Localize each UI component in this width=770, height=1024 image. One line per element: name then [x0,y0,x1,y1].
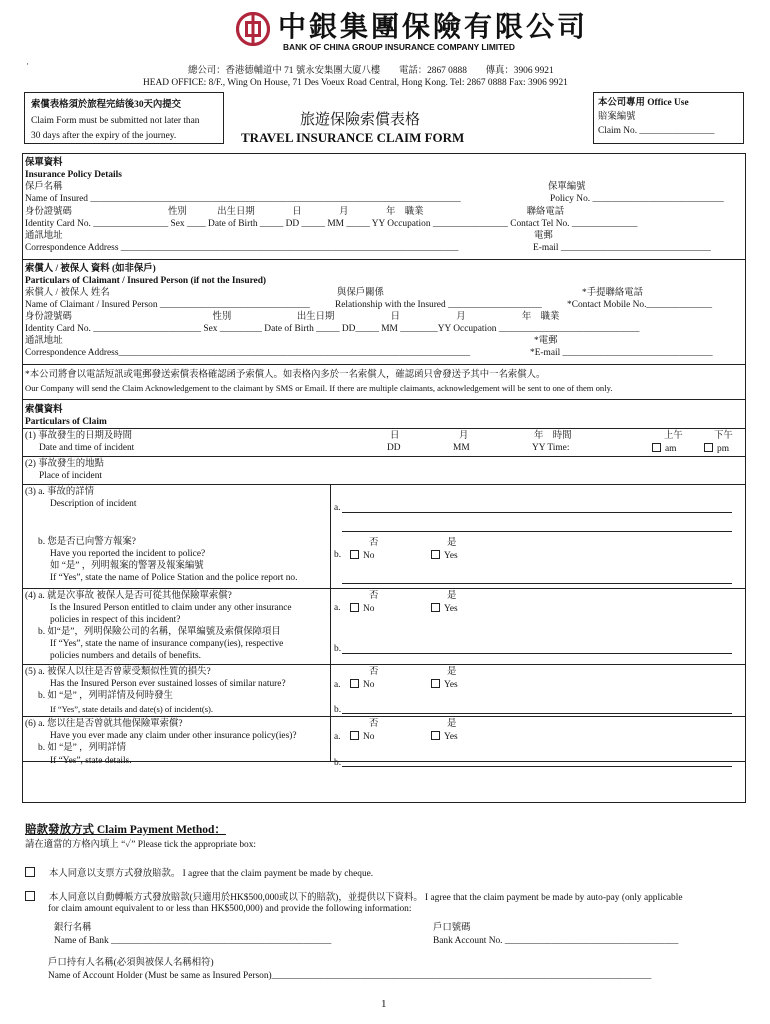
q6a-marker: a. [334,732,341,742]
company-logo [236,12,270,46]
page-number: 1 [381,998,387,1010]
divider [22,364,746,365]
checkbox-icon[interactable] [704,443,713,452]
q4-no-checkbox[interactable] [350,603,374,615]
insured-details-labels-cn: 身份證號碼 性別 出生日期 日 月 年 職業 聯絡電話 [25,207,565,217]
company-name-cn: 中銀集團保險有限公司 [278,10,589,43]
q6a-label-en: Have you ever made any claim under other insurance policy(ies)? [50,731,297,741]
q4b-label-en-2: policies numbers and details of benefits. [50,651,202,661]
pm-checkbox[interactable] [704,443,729,455]
q3a-marker: a. [334,503,341,513]
insured-email-label-cn: 電郵 [534,231,553,241]
insured-details-fields[interactable]: Identity Card No. ________________ Sex ____ Date of Birth _____ DD _____ MM _____ YY Occupation ________________ Contact Tel No. ______________ [25,219,638,229]
q1-am-cn: 上午 [664,431,683,441]
q6-no-cn: 否 [369,719,379,729]
checkbox-icon[interactable] [350,731,359,740]
q1-month-field[interactable]: MM [453,443,470,453]
form-title-en: TRAVEL INSURANCE CLAIM FORM [241,130,465,145]
tick-instruction: 請在適當的方格內填上 “✓” Please tick the appropriate box: [25,840,256,850]
q6a-label-cn: (6) a. 您以往是否曾就其他保險單索償? [25,719,183,729]
claimant-address-label-cn: 通訊地址 [25,336,63,346]
q3-yes-checkbox[interactable] [431,550,458,562]
insured-name-label-cn: 保戶名稱 [25,182,63,192]
q4b-answer-line[interactable] [342,653,732,654]
q4-no-cn: 否 [369,591,379,601]
account-number-label-cn: 戶口號碼 [433,923,471,933]
policy-number-label-cn: 保單編號 [548,182,586,192]
account-number-field[interactable]: Bank Account No. _____________________________________ [433,936,679,946]
q6b-marker: b. [334,758,342,768]
notice-cn: 索償表格須於旅程完結後30天內提交 [31,100,182,110]
checkbox-icon[interactable] [431,603,440,612]
claimant-section-title-en: Particulars of Claimant / Insured Person (if not the Insured) [25,276,267,286]
am-label: am [665,444,677,454]
claimant-address-field[interactable]: Correspondence Address___________________________________________________________________________ [25,348,471,358]
head-office-address-en: HEAD OFFICE: 8/F., Wing On House, 71 Des Voeux Road Central, Hong Kong. Tel: 2867 0888 Fax: 3906 9921 [143,78,568,88]
divider [22,716,746,717]
form-title-cn: 旅遊保險索償表格 [300,110,421,128]
q1-year-time-field[interactable]: YY Time: [532,443,570,453]
q6b-label-en: If “Yes”, state details. [50,756,132,766]
column-divider [330,484,331,761]
account-holder-label-cn: 戶口持有人名稱(必須與被保人名稱相符) [48,958,214,968]
q5a-marker: a. [334,680,341,690]
claimant-email-label-cn: *電郵 [534,336,558,346]
q4b-marker: b. [334,644,342,654]
divider [22,761,746,762]
q3-yes-cn: 是 [447,538,457,548]
policy-number-field[interactable]: Policy No. ____________________________ [550,194,724,204]
cheque-option[interactable] [25,867,373,880]
acknowledgement-note-en: Our Company will send the Claim Acknowledgement to the claimant by SMS or Email. If there are multiple claimants, acknowledgement will be sent to one of them only. [25,383,613,393]
q3b-label-en: Have you reported the incident to police? [50,549,206,559]
insured-address-field[interactable]: Correspondence Address ________________________________________________________________________ [25,243,459,253]
notice-en-2: 30 days after the expiry of the journey. [31,131,177,141]
no-label: No [363,732,375,742]
cheque-option-label: 本人同意以支票方式發放賠款。 I agree that the claim payment be made by cheque. [49,869,374,879]
q2-label-en: Place of incident [39,471,102,481]
q6b-label-cn: b. 如 “是” ，列明詳情 [38,743,127,753]
q5-no-cn: 否 [369,667,379,677]
mobile-label-cn: *手提聯絡電話 [582,288,643,298]
q6-yes-checkbox[interactable] [431,731,458,743]
q2-label-cn: (2) 事故發生的地點 [25,459,104,469]
q1-pm-cn: 下午 [714,431,733,441]
q6-yes-cn: 是 [447,719,457,729]
checkbox-icon[interactable] [25,867,35,877]
autopay-option-label: 本人同意以自動轉帳方式發放賠款(只適用於HK$500,000或以下的賠款)，並提供以下資料。 I agree that the claim payment be made by auto-pay (only applicable [49,893,683,903]
insured-address-label-cn: 通訊地址 [25,231,63,241]
claimant-details-labels-cn: 身份證號碼 性別 出生日期 日 月 年 職業 [25,312,560,322]
q1-year-cn: 年 時間 [534,431,572,441]
q6-no-checkbox[interactable] [350,731,374,743]
acknowledgement-note-cn: *本公司將會以電話短訊或電郵發送索償表格確認函予索償人。如表格內多於一名索償人，確認函只會發送予其中一名索償人。 [25,370,546,380]
q1-label-en: Date and time of incident [39,443,135,453]
q4a-label-en-1: Is the Insured Person entitled to claim under any other insurance [50,603,292,613]
q5b-label-cn: b. 如 “是” ，列明詳情及何時發生 [38,691,173,701]
insured-name-field[interactable]: Name of Insured _______________________________________________________________________________ [25,194,461,204]
q4b-label-en-1: If “Yes”, state the name of insurance company(ies), respective [50,639,284,649]
header-dot: · [26,60,30,70]
q6b-answer-line[interactable] [342,766,732,767]
checkbox-icon[interactable] [431,679,440,688]
relationship-field[interactable]: Relationship with the Insured ____________________ [335,300,542,310]
checkbox-icon[interactable] [431,550,440,559]
q1-month-cn: 月 [459,431,469,441]
am-checkbox[interactable] [652,443,676,455]
q4b-label-cn: b. 如“是”，列明保險公司的名稱，保單編號及索償保障項目 [38,627,281,637]
q3-no-cn: 否 [369,538,379,548]
head-office-address-cn: 總公司：香港德輔道中 71 號永安集團大廈八樓 電話：2867 0888 傳真：3906 9921 [188,66,554,76]
q3b-label-en-2: If “Yes”, state the name of Police Station and the police report no. [50,573,298,583]
claim-number-cn: 賠案編號 [598,112,636,122]
yes-label: Yes [444,551,458,561]
q4a-marker: a. [334,603,341,613]
insured-email-field[interactable]: E-mail ________________________________ [533,243,711,253]
claim-number-field[interactable]: Claim No. ________________ [598,126,715,136]
checkbox-icon[interactable] [350,550,359,559]
autopay-option[interactable] [25,891,682,904]
checkbox-icon[interactable] [431,731,440,740]
divider [22,588,746,589]
q3b-label-cn: b. 您是否已向警方報案? [38,537,136,547]
no-label: No [363,604,375,614]
yes-label: Yes [444,732,458,742]
claimant-email-field[interactable]: *E-mail ________________________________ [530,348,713,358]
no-label: No [363,680,375,690]
particulars-title-en: Particulars of Claim [25,417,107,427]
divider [22,259,746,260]
q5-no-checkbox[interactable] [350,679,374,691]
q5b-marker: b. [334,705,342,715]
q5a-label-en: Has the Insured Person ever sustained losses of similar nature? [50,679,286,689]
no-label: No [363,551,375,561]
account-holder-field[interactable]: Name of Account Holder (Must be same as Insured Person)_________________________________________________________________________________ [48,971,652,981]
claimant-name-field[interactable]: Name of Claimant / Insured Person ________________________________ [25,300,310,310]
q3a-label-cn: (3) a. 事故的詳情 [25,487,94,497]
q1-label-cn: (1) 事故發生的日期及時間 [25,431,133,441]
office-use-title: 本公司專用 Office Use [598,98,689,108]
q1-day-field[interactable]: DD [387,443,401,453]
checkbox-icon[interactable] [350,603,359,612]
q5-yes-cn: 是 [447,667,457,677]
q4a-label-cn: (4) a. 就是次事故 被保人是否可從其他保險單索償? [25,591,232,601]
q3b-answer-line[interactable] [342,583,732,584]
q3a-answer-line[interactable] [342,512,732,513]
checkbox-icon[interactable] [350,679,359,688]
claimant-details-fields[interactable]: Identity Card No. _______________________ Sex _________ Date of Birth _____ DD_____ MM ________YY Occupation ______________________________ [25,324,640,334]
q5-yes-checkbox[interactable] [431,679,458,691]
relationship-label-cn: 與保戶關係 [337,288,384,298]
yes-label: Yes [444,604,458,614]
q1-day-cn: 日 [390,431,400,441]
q5b-label-en: If “Yes”, state details and date(s) of incident(s). [50,704,214,714]
bank-name-label-cn: 銀行名稱 [54,923,92,933]
q5b-answer-line[interactable] [342,713,732,714]
q3b-label-cn-2: 如 “是” ，列明報案的警署及報案編號 [50,561,204,571]
q4-yes-checkbox[interactable] [431,603,458,615]
checkbox-icon[interactable] [25,891,35,901]
particulars-title-cn: 索償資料 [25,405,63,415]
autopay-option-label-2: for claim amount equivalent to or less than HK$500,000) and provide the following information: [48,904,412,914]
q3-no-checkbox[interactable] [350,550,374,562]
company-name-en: BANK OF CHINA GROUP INSURANCE COMPANY LIMITED [283,42,515,52]
claimant-section-title-cn: 索償人 / 被保人 資料 (如非保戶) [25,264,156,274]
divider [22,428,746,429]
pm-label: pm [717,444,729,454]
divider [22,484,746,485]
checkbox-icon[interactable] [652,443,661,452]
q3a-answer-line[interactable] [342,531,732,532]
mobile-field[interactable]: *Contact Mobile No.______________ [567,300,713,310]
claimant-name-label-cn: 索償人 / 被保人 姓名 [25,288,110,298]
payment-method-title: 賠款發放方式 Claim Payment Method： [25,824,226,836]
divider [22,399,746,400]
q4a-label-en-2: policies in respect of this incident? [50,615,181,625]
policy-section-title-en: Insurance Policy Details [25,170,122,180]
q3a-label-en: Description of incident [50,499,137,509]
divider [22,664,746,665]
q5a-label-cn: (5) a. 被保人以往是否曾蒙受類似性質的損失? [25,667,211,677]
yes-label: Yes [444,680,458,690]
q4-yes-cn: 是 [447,591,457,601]
policy-section-title-cn: 保單資料 [25,158,63,168]
bank-name-field[interactable]: Name of Bank _______________________________________________ [54,936,332,946]
notice-en-1: Claim Form must be submitted not later than [31,116,200,126]
divider [22,456,746,457]
q3b-marker: b. [334,550,342,560]
